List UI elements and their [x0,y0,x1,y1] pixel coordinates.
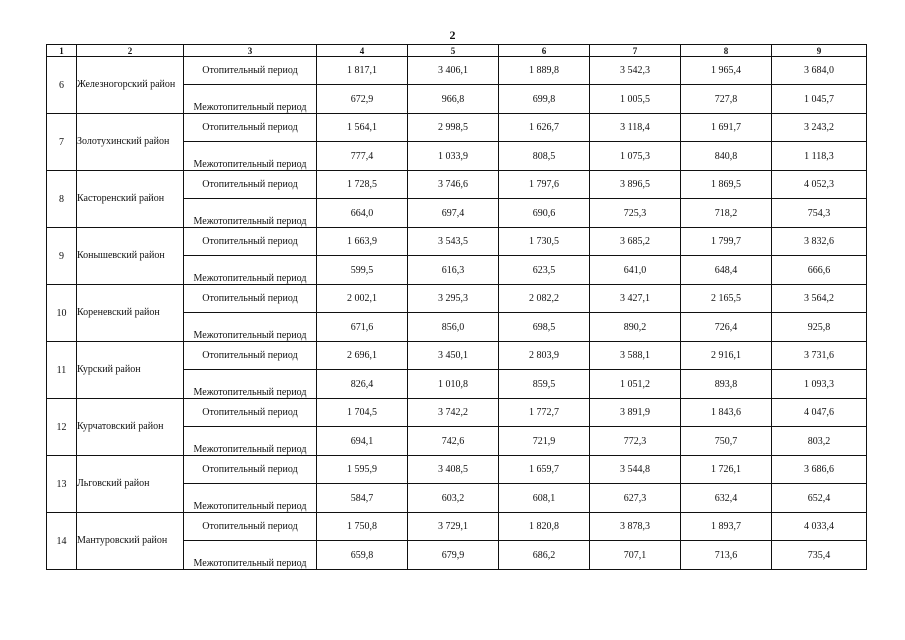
value-cell: 3 543,5 [408,228,499,256]
value-cell: 707,1 [590,541,681,570]
period-label-non-heating: Межотопительный период [184,256,317,285]
row-number: 7 [47,114,77,171]
value-cell: 3 746,6 [408,171,499,199]
period-label-heating: Отопительный период [184,399,317,427]
table-row-heating [47,171,867,199]
period-label-non-heating: Межотопительный период [184,541,317,570]
value-cell: 3 295,3 [408,285,499,313]
value-cell: 3 406,1 [408,57,499,85]
period-label-heating: Отопительный период [184,285,317,313]
value-cell: 3 731,6 [772,342,867,370]
table-row-heating [47,456,867,484]
value-cell: 1 797,6 [499,171,590,199]
value-cell: 698,5 [499,313,590,342]
value-cell: 3 450,1 [408,342,499,370]
period-label-non-heating: Межотопительный период [184,85,317,114]
row-number: 6 [47,57,77,114]
value-cell: 1 750,8 [317,513,408,541]
value-cell: 3 118,4 [590,114,681,142]
value-cell: 1 817,1 [317,57,408,85]
table-row-heating [47,285,867,313]
value-cell: 713,6 [681,541,772,570]
period-label-heating: Отопительный период [184,342,317,370]
value-cell: 641,0 [590,256,681,285]
row-number: 14 [47,513,77,570]
value-cell: 632,4 [681,484,772,513]
value-cell: 754,3 [772,199,867,228]
value-cell: 1 726,1 [681,456,772,484]
value-cell: 652,4 [772,484,867,513]
value-cell: 1 772,7 [499,399,590,427]
value-cell: 599,5 [317,256,408,285]
value-cell: 1 691,7 [681,114,772,142]
district-name: Курский район [77,342,184,399]
value-cell: 699,8 [499,85,590,114]
table-row-heating [47,513,867,541]
column-number-9: 9 [772,45,867,57]
district-name: Мантуровский район [77,513,184,570]
value-cell: 1 704,5 [317,399,408,427]
column-number-2: 2 [77,45,184,57]
value-cell: 690,6 [499,199,590,228]
period-label-non-heating: Межотопительный период [184,313,317,342]
value-cell: 694,1 [317,427,408,456]
value-cell: 890,2 [590,313,681,342]
district-name: Касторенский район [77,171,184,228]
value-cell: 1 730,5 [499,228,590,256]
value-cell: 1 045,7 [772,85,867,114]
table-row-heating [47,228,867,256]
value-cell: 727,8 [681,85,772,114]
value-cell: 777,4 [317,142,408,171]
value-cell: 603,2 [408,484,499,513]
table-row-heating [47,57,867,85]
value-cell: 616,3 [408,256,499,285]
value-cell: 721,9 [499,427,590,456]
value-cell: 1 799,7 [681,228,772,256]
value-cell: 772,3 [590,427,681,456]
value-cell: 2 165,5 [681,285,772,313]
period-label-heating: Отопительный период [184,171,317,199]
district-name: Курчатовский район [77,399,184,456]
row-number: 11 [47,342,77,399]
period-label-non-heating: Межотопительный период [184,427,317,456]
value-cell: 1 663,9 [317,228,408,256]
value-cell: 4 033,4 [772,513,867,541]
value-cell: 4 047,6 [772,399,867,427]
period-label-heating: Отопительный период [184,57,317,85]
period-label-non-heating: Межотопительный период [184,199,317,228]
column-number-1: 1 [47,45,77,57]
value-cell: 1 595,9 [317,456,408,484]
value-cell: 3 243,2 [772,114,867,142]
value-cell: 966,8 [408,85,499,114]
table-row-heating [47,342,867,370]
value-cell: 697,4 [408,199,499,228]
period-label-heating: Отопительный период [184,114,317,142]
value-cell: 803,2 [772,427,867,456]
value-cell: 3 542,3 [590,57,681,85]
column-number-row [47,45,867,57]
value-cell: 725,3 [590,199,681,228]
value-cell: 3 408,5 [408,456,499,484]
value-cell: 1 869,5 [681,171,772,199]
value-cell: 859,5 [499,370,590,399]
value-cell: 2 803,9 [499,342,590,370]
table-row-heating [47,399,867,427]
value-cell: 659,8 [317,541,408,570]
row-number: 9 [47,228,77,285]
value-cell: 1 965,4 [681,57,772,85]
row-number: 13 [47,456,77,513]
row-number: 10 [47,285,77,342]
value-cell: 3 685,2 [590,228,681,256]
period-label-heating: Отопительный период [184,513,317,541]
row-number: 12 [47,399,77,456]
period-label-non-heating: Межотопительный период [184,142,317,171]
value-cell: 1 051,2 [590,370,681,399]
value-cell: 1 889,8 [499,57,590,85]
value-cell: 648,4 [681,256,772,285]
value-cell: 1 820,8 [499,513,590,541]
value-cell: 826,4 [317,370,408,399]
value-cell: 2 998,5 [408,114,499,142]
value-cell: 1 075,3 [590,142,681,171]
district-name: Конышевский район [77,228,184,285]
period-label-non-heating: Межотопительный период [184,484,317,513]
value-cell: 726,4 [681,313,772,342]
value-cell: 2 082,2 [499,285,590,313]
value-cell: 3 564,2 [772,285,867,313]
value-cell: 1 659,7 [499,456,590,484]
value-cell: 2 916,1 [681,342,772,370]
value-cell: 664,0 [317,199,408,228]
value-cell: 742,6 [408,427,499,456]
value-cell: 1 010,8 [408,370,499,399]
value-cell: 686,2 [499,541,590,570]
value-cell: 3 832,6 [772,228,867,256]
value-cell: 3 686,6 [772,456,867,484]
value-cell: 3 588,1 [590,342,681,370]
period-label-non-heating: Межотопительный период [184,370,317,399]
column-number-4: 4 [317,45,408,57]
value-cell: 840,8 [681,142,772,171]
period-label-heating: Отопительный период [184,228,317,256]
page-number: 2 [449,28,456,42]
value-cell: 1 033,9 [408,142,499,171]
value-cell: 750,7 [681,427,772,456]
value-cell: 672,9 [317,85,408,114]
value-cell: 3 684,0 [772,57,867,85]
value-cell: 3 544,8 [590,456,681,484]
column-number-6: 6 [499,45,590,57]
value-cell: 1 005,5 [590,85,681,114]
value-cell: 925,8 [772,313,867,342]
column-number-7: 7 [590,45,681,57]
value-cell: 4 052,3 [772,171,867,199]
value-cell: 1 118,3 [772,142,867,171]
column-number-5: 5 [408,45,499,57]
value-cell: 3 729,1 [408,513,499,541]
value-cell: 735,4 [772,541,867,570]
value-cell: 1 728,5 [317,171,408,199]
value-cell: 1 093,3 [772,370,867,399]
value-cell: 3 896,5 [590,171,681,199]
value-cell: 718,2 [681,199,772,228]
district-name: Золотухинский район [77,114,184,171]
value-cell: 893,8 [681,370,772,399]
table-row-heating [47,114,867,142]
table-body [47,57,867,570]
value-cell: 584,7 [317,484,408,513]
value-cell: 1 564,1 [317,114,408,142]
row-number: 8 [47,171,77,228]
column-number-8: 8 [681,45,772,57]
value-cell: 856,0 [408,313,499,342]
value-cell: 1 893,7 [681,513,772,541]
value-cell: 3 891,9 [590,399,681,427]
value-cell: 3 427,1 [590,285,681,313]
value-cell: 608,1 [499,484,590,513]
value-cell: 3 742,2 [408,399,499,427]
value-cell: 623,5 [499,256,590,285]
value-cell: 671,6 [317,313,408,342]
value-cell: 1 626,7 [499,114,590,142]
value-cell: 2 002,1 [317,285,408,313]
period-label-heating: Отопительный период [184,456,317,484]
value-cell: 627,3 [590,484,681,513]
district-name: Железногорский район [77,57,184,114]
district-name: Кореневский район [77,285,184,342]
value-cell: 2 696,1 [317,342,408,370]
value-cell: 808,5 [499,142,590,171]
value-cell: 3 878,3 [590,513,681,541]
value-cell: 1 843,6 [681,399,772,427]
column-number-3: 3 [184,45,317,57]
district-name: Льговский район [77,456,184,513]
value-cell: 666,6 [772,256,867,285]
tariff-table [46,44,867,570]
value-cell: 679,9 [408,541,499,570]
